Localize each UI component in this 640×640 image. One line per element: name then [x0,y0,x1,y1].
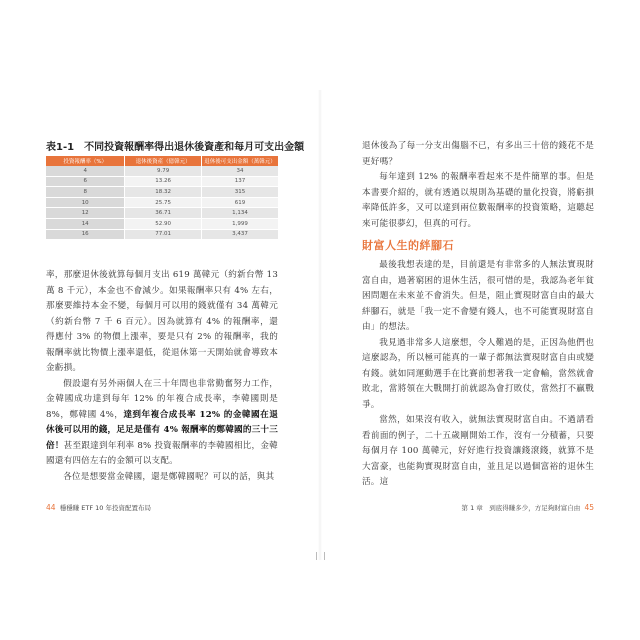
cell-spend: 34 [201,166,278,176]
cell-assets: 13.26 [125,176,202,187]
cell-spend: 619 [201,197,278,208]
cell-rate: 14 [46,218,125,229]
cell-rate: 6 [46,176,125,187]
cell-rate: 12 [46,208,125,219]
chapter-title: 第 1 章 到底得賺多少，方足夠財富自由 [461,504,581,512]
paragraph: 我見過非常多人這麼想，令人難過的是，正因為他們也這麼認為，所以極可能真的一輩子都無法實現財富自由或變有錢。就如同運動選手在比賽前想著我一定會輸，當然就會敗北，當將領在大戰開打前就認為會打敗仗，當然打不贏戰爭。 [362,337,594,410]
cell-assets: 36.71 [125,208,202,219]
table-row [46,208,278,219]
cell-spend: 315 [201,187,278,198]
table-header-row [46,156,278,166]
cell-spend: 1,999 [201,218,278,229]
right-body-text [362,258,594,491]
paragraph: 退休後為了每一分支出傷腦不已，有多出三十倍的錢花不是更好嗎？ [362,141,594,167]
cell-spend: 1,134 [201,208,278,219]
paragraph-text: 甚至跟達到年利率 8% 投資報酬率的李韓國相比，金韓國還有四倍左右的金額可以支配。 [46,440,278,466]
table-caption [46,138,304,153]
cell-rate: 10 [46,197,125,208]
table-row [46,229,278,240]
table-row [46,166,278,176]
right-page-number: 45 [584,503,594,512]
right-footer [462,503,594,512]
cell-assets: 9.79 [125,166,202,176]
left-body-text [46,268,278,485]
paragraph: 當然，如果沒有收入，就無法實現財富自由。不過請看看前面的例子，二十五歲剛開始工作，沒有一分積蓄，只要每個月存 100 萬韓元，好好進行投資讓錢滾錢，就算不是大富豪，也能夠實現財富自由，並且足以過個富裕的退休生活。這 [362,415,594,487]
left-page-number: 44 [46,503,56,512]
paragraph: 每年達到 12% 的報酬率看起來不是件簡單的事。但是本書要介紹的，就有透過以規則為基礎的量化投資，將虧損率降低許多，又可以達到兩位數報酬率的投資策略，這聽起來可能很夢幻，但真的可行。 [362,172,594,229]
right-body-text-top [362,139,594,232]
highlighted-text: 達到年複合成長率 12% 的金韓國在退休後可以用的錢，足足是僅有 4% 報酬率的鄭韓國的三十三倍！ [46,409,278,451]
paragraph [46,377,278,470]
cell-rate: 4 [46,166,125,176]
table-title: 不同投資報酬率得出退休後資產和每月可支出金額 [84,142,305,153]
paragraph-text: 假設還有另外兩個人在三十年間也非常勤奮努力工作，金韓國成功達到每年 12% 的年複合成長率，李韓國則是 8%，鄭韓國 4%， [46,378,278,420]
table-row [46,218,278,229]
cell-spend: 137 [201,176,278,187]
header-monthly-spend: 退休後可支出金額（萬韓元） [201,156,278,166]
header-return-rate: 投資報酬率（%） [46,156,125,166]
cell-rate: 16 [46,229,125,240]
left-footer [46,503,151,512]
cell-assets: 77.01 [125,229,202,240]
paragraph: 率，那麼退休後就算每個月支出 619 萬韓元（約新台幣 13 萬 8 千元），本金也不會減少。如果報酬率只有 4% 左右，那麼要維持本金不變，每個月可以用的錢就僅有 34 萬韓元（約新台幣 7 千 6 百元）。因為就算有 4% 的報酬率，還得應付 3% 的物價上漲率，要是只有 2% 的報酬率，我的報酬率就比物價上漲率還低，從退休第一天開始就會導致本金虧損。 [46,270,278,373]
table-row [46,197,278,208]
cell-assets: 18.32 [125,187,202,198]
table-row [46,176,278,187]
cell-assets: 52.90 [125,218,202,229]
table-row [46,187,278,198]
cell-assets: 25.75 [125,197,202,208]
table-number: 表1-1 [46,142,75,153]
book-title: 穩穩賺 ETF 10 年投資配置布局 [59,504,151,512]
paragraph: 各位是想要當金韓國，還是鄭韓國呢？可以的話，與其 [63,471,275,482]
cell-rate: 8 [46,187,125,198]
paragraph: 最後我想表達的是，目前還是有非常多的人無法實現財富自由，過著窮困的退休生活，很可惜的是，我認為老年貧困問題在未來並不會消失。但是，阻止實現財富自由的最大絆腳石，就是「我一定不會變有錢人，也不可能實現財富自由」的想法。 [362,260,594,332]
return-rate-table [46,156,278,240]
header-assets: 退休後資產（億韓元） [125,156,202,166]
section-heading: 財富人生的絆腳石 [362,239,454,252]
cell-spend: 3,437 [201,229,278,240]
